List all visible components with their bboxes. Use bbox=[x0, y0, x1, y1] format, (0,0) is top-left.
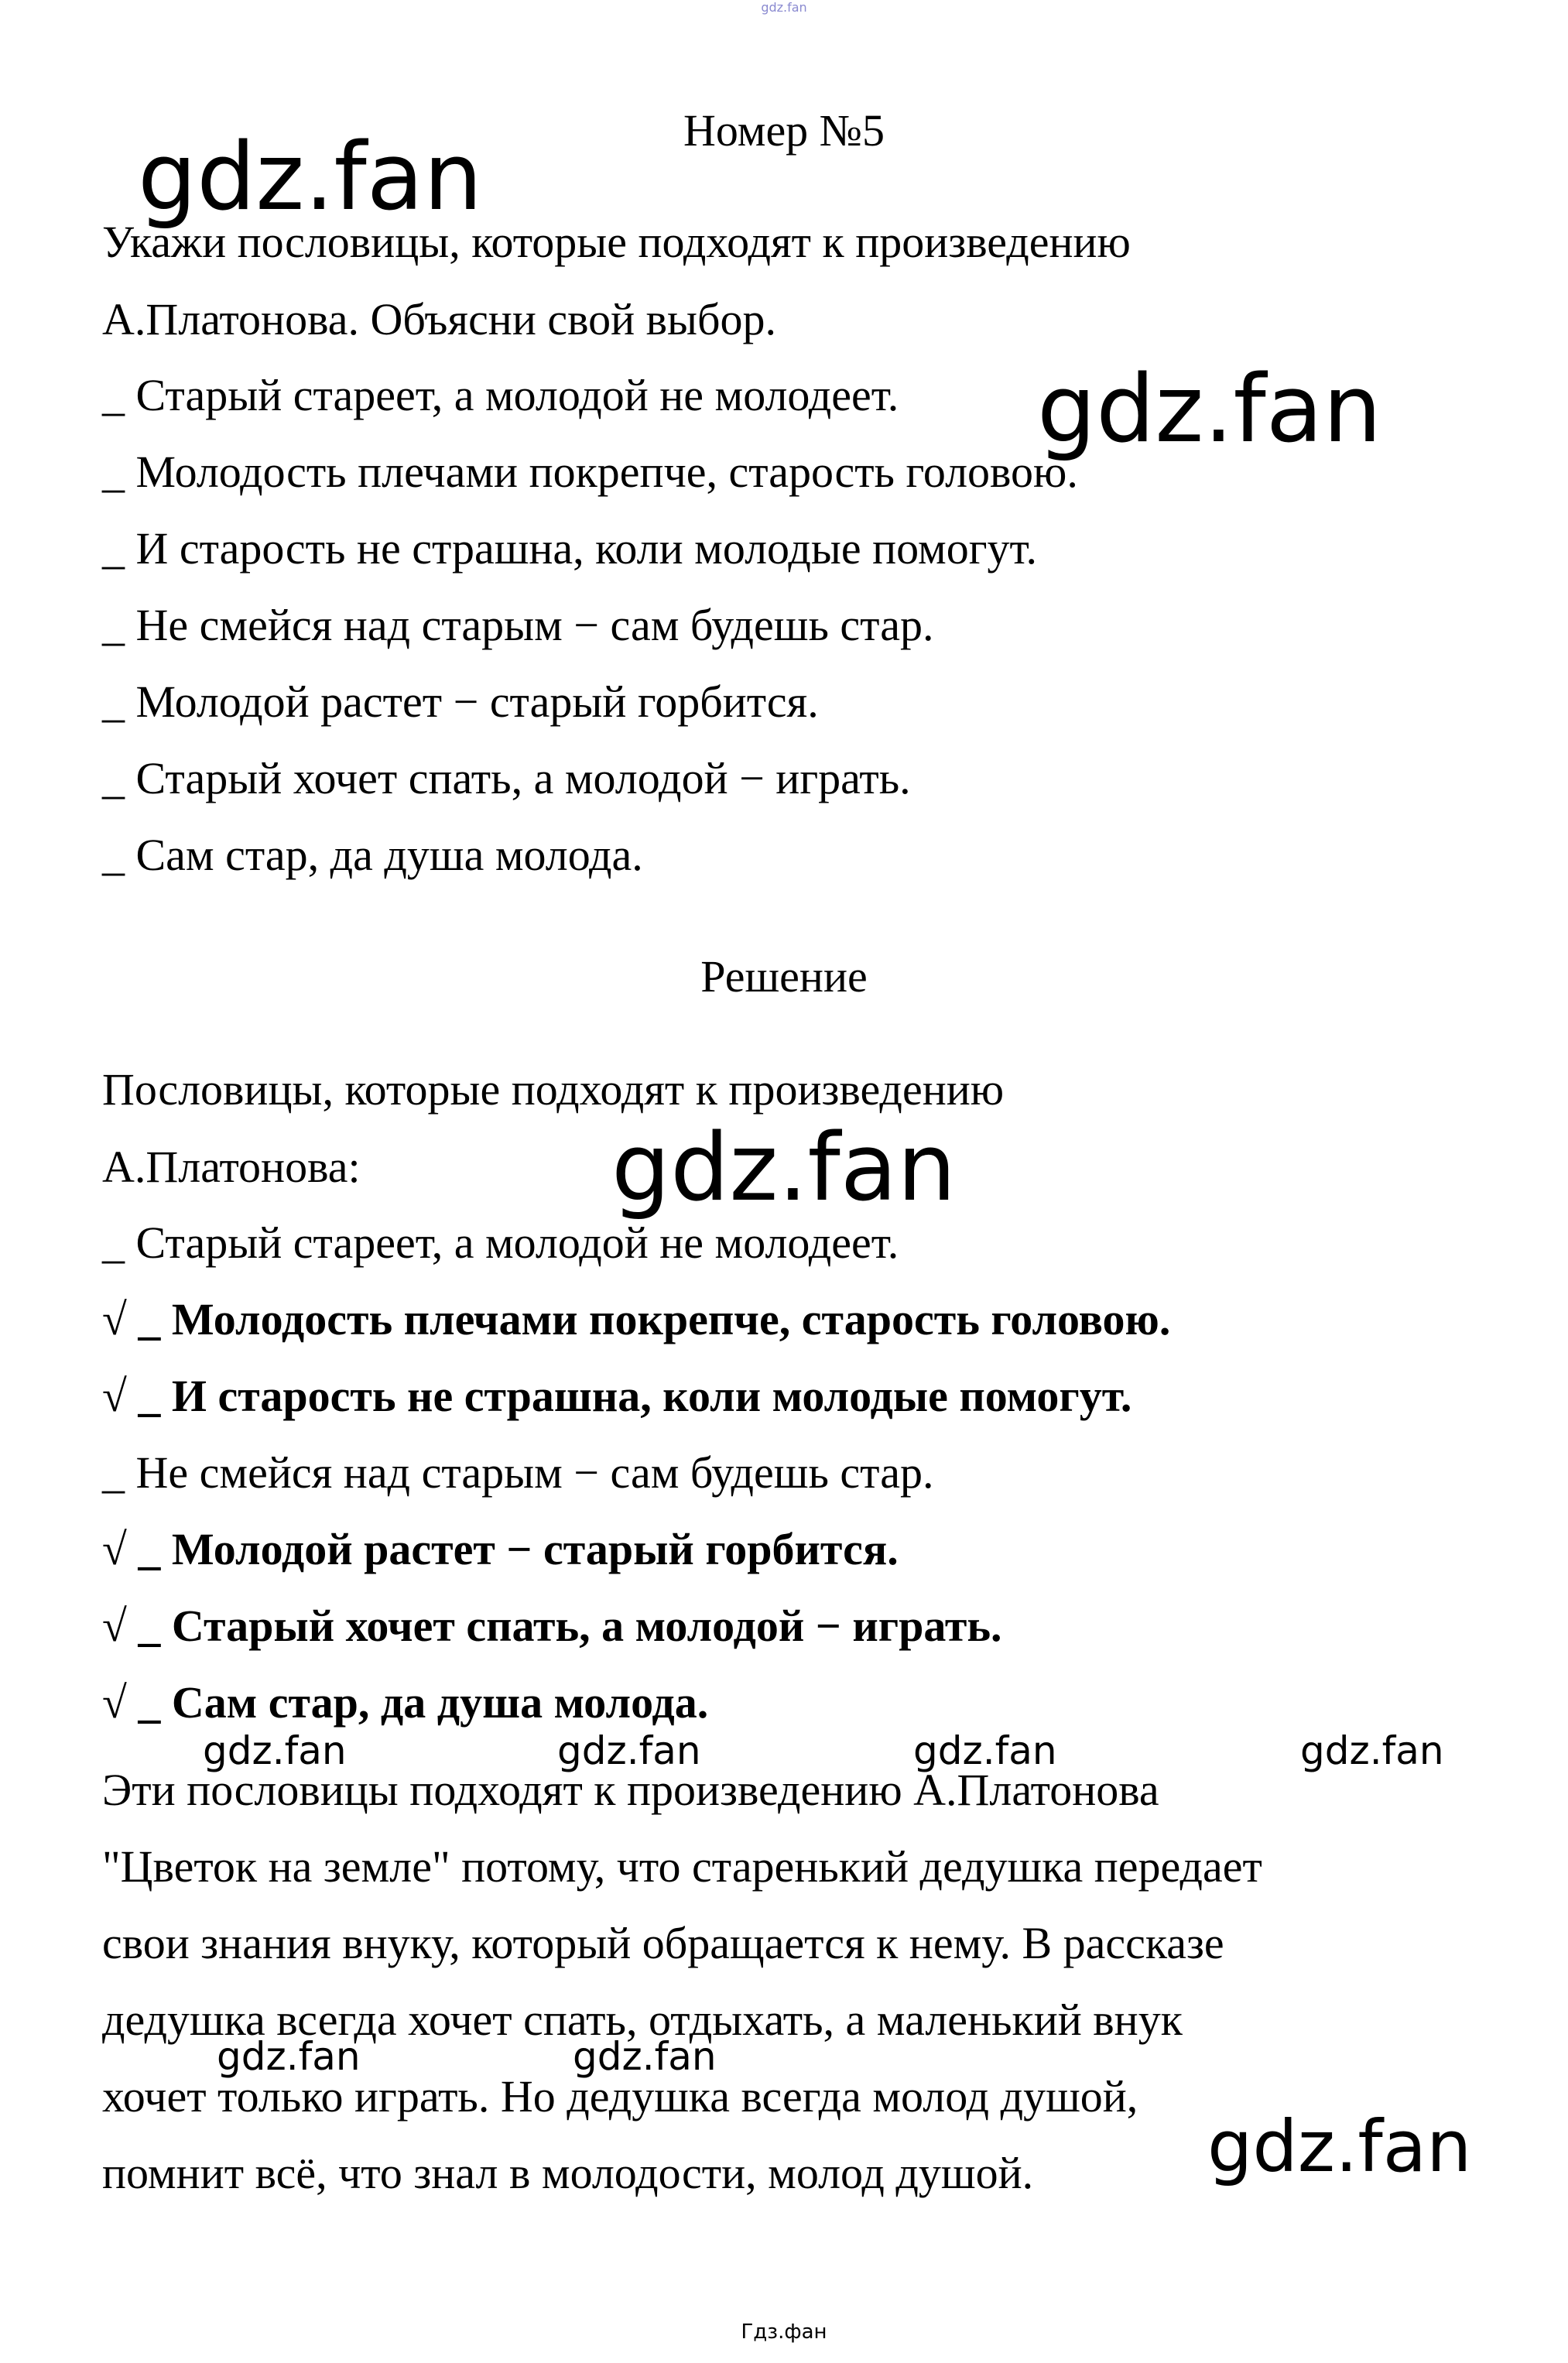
page-title: Номер №5 bbox=[683, 105, 885, 156]
explanation-line: дедушка всегда хочет спать, отдыхать, а маленький внук bbox=[102, 1995, 1183, 2045]
explanation-line: хочет только играть. Но дедушка всегда молод душой, bbox=[102, 2071, 1138, 2122]
answer-item-checked: √ _ Сам стар, да душа молода. bbox=[102, 1677, 709, 1728]
proverb-option: _ Старый хочет спать, а молодой − играть. bbox=[102, 753, 911, 803]
solution-intro-line: А.Платонова: bbox=[102, 1142, 361, 1192]
answer-item: _ Старый стареет, а молодой не молодеет. bbox=[102, 1217, 899, 1268]
proverb-option: _ И старость не страшна, коли молодые помогут. bbox=[102, 523, 1037, 574]
solution-intro-line: Пословицы, которые подходят к произведению bbox=[102, 1064, 1005, 1115]
explanation-line: Эти пословицы подходят к произведению А.Платонова bbox=[102, 1765, 1159, 1815]
proverb-option: _ Не смейся над старым − сам будешь стар. bbox=[102, 600, 934, 650]
answer-item-checked: √ _ Молодой растет − старый горбится. bbox=[102, 1524, 899, 1574]
answer-item-checked: √ _ И старость не страшна, коли молодые помогут. bbox=[102, 1371, 1132, 1421]
solution-heading: Решение bbox=[700, 951, 868, 1002]
watermark-small: gdz.fan bbox=[1300, 1728, 1444, 1773]
watermark-small: gdz.fan bbox=[913, 1728, 1057, 1773]
proverb-option: _ Сам стар, да душа молода. bbox=[102, 830, 643, 880]
watermark-small: gdz.fan bbox=[573, 2034, 717, 2079]
answer-item: _ Не смейся над старым − сам будешь стар. bbox=[102, 1447, 934, 1498]
watermark-large: gdz.fan bbox=[611, 1115, 957, 1222]
footer-label: Гдз.фан bbox=[741, 2320, 827, 2344]
watermark-large: gdz.fan bbox=[1037, 356, 1382, 464]
question-line: Укажи пословицы, которые подходят к произведению bbox=[102, 217, 1131, 267]
explanation-line: свои знания внуку, который обращается к нему. В рассказе bbox=[102, 1918, 1224, 1968]
explanation-line: помнит всё, что знал в молодости, молод душой. bbox=[102, 2148, 1034, 2198]
watermark-large: gdz.fan bbox=[1207, 2105, 1472, 2188]
watermark-small: gdz.fan bbox=[203, 1728, 347, 1773]
answer-item-checked: √ _ Старый хочет спать, а молодой − играть. bbox=[102, 1601, 1002, 1651]
watermark-small: gdz.fan bbox=[557, 1728, 701, 1773]
explanation-line: "Цветок на земле" потому, что старенький дедушка передает bbox=[102, 1841, 1262, 1892]
proverb-option: _ Молодой растет − старый горбится. bbox=[102, 676, 819, 727]
question-line: А.Платонова. Объясни свой выбор. bbox=[102, 294, 777, 344]
answer-item-checked: √ _ Молодость плечами покрепче, старость головою. bbox=[102, 1294, 1171, 1344]
proverb-option: _ Молодость плечами покрепче, старость головою. bbox=[102, 447, 1078, 497]
watermark-small: gdz.fan bbox=[217, 2034, 361, 2079]
watermark-large: gdz.fan bbox=[138, 124, 483, 231]
proverb-option: _ Старый стареет, а молодой не молодеет. bbox=[102, 370, 899, 420]
header-watermark: gdz.fan bbox=[761, 0, 807, 15]
